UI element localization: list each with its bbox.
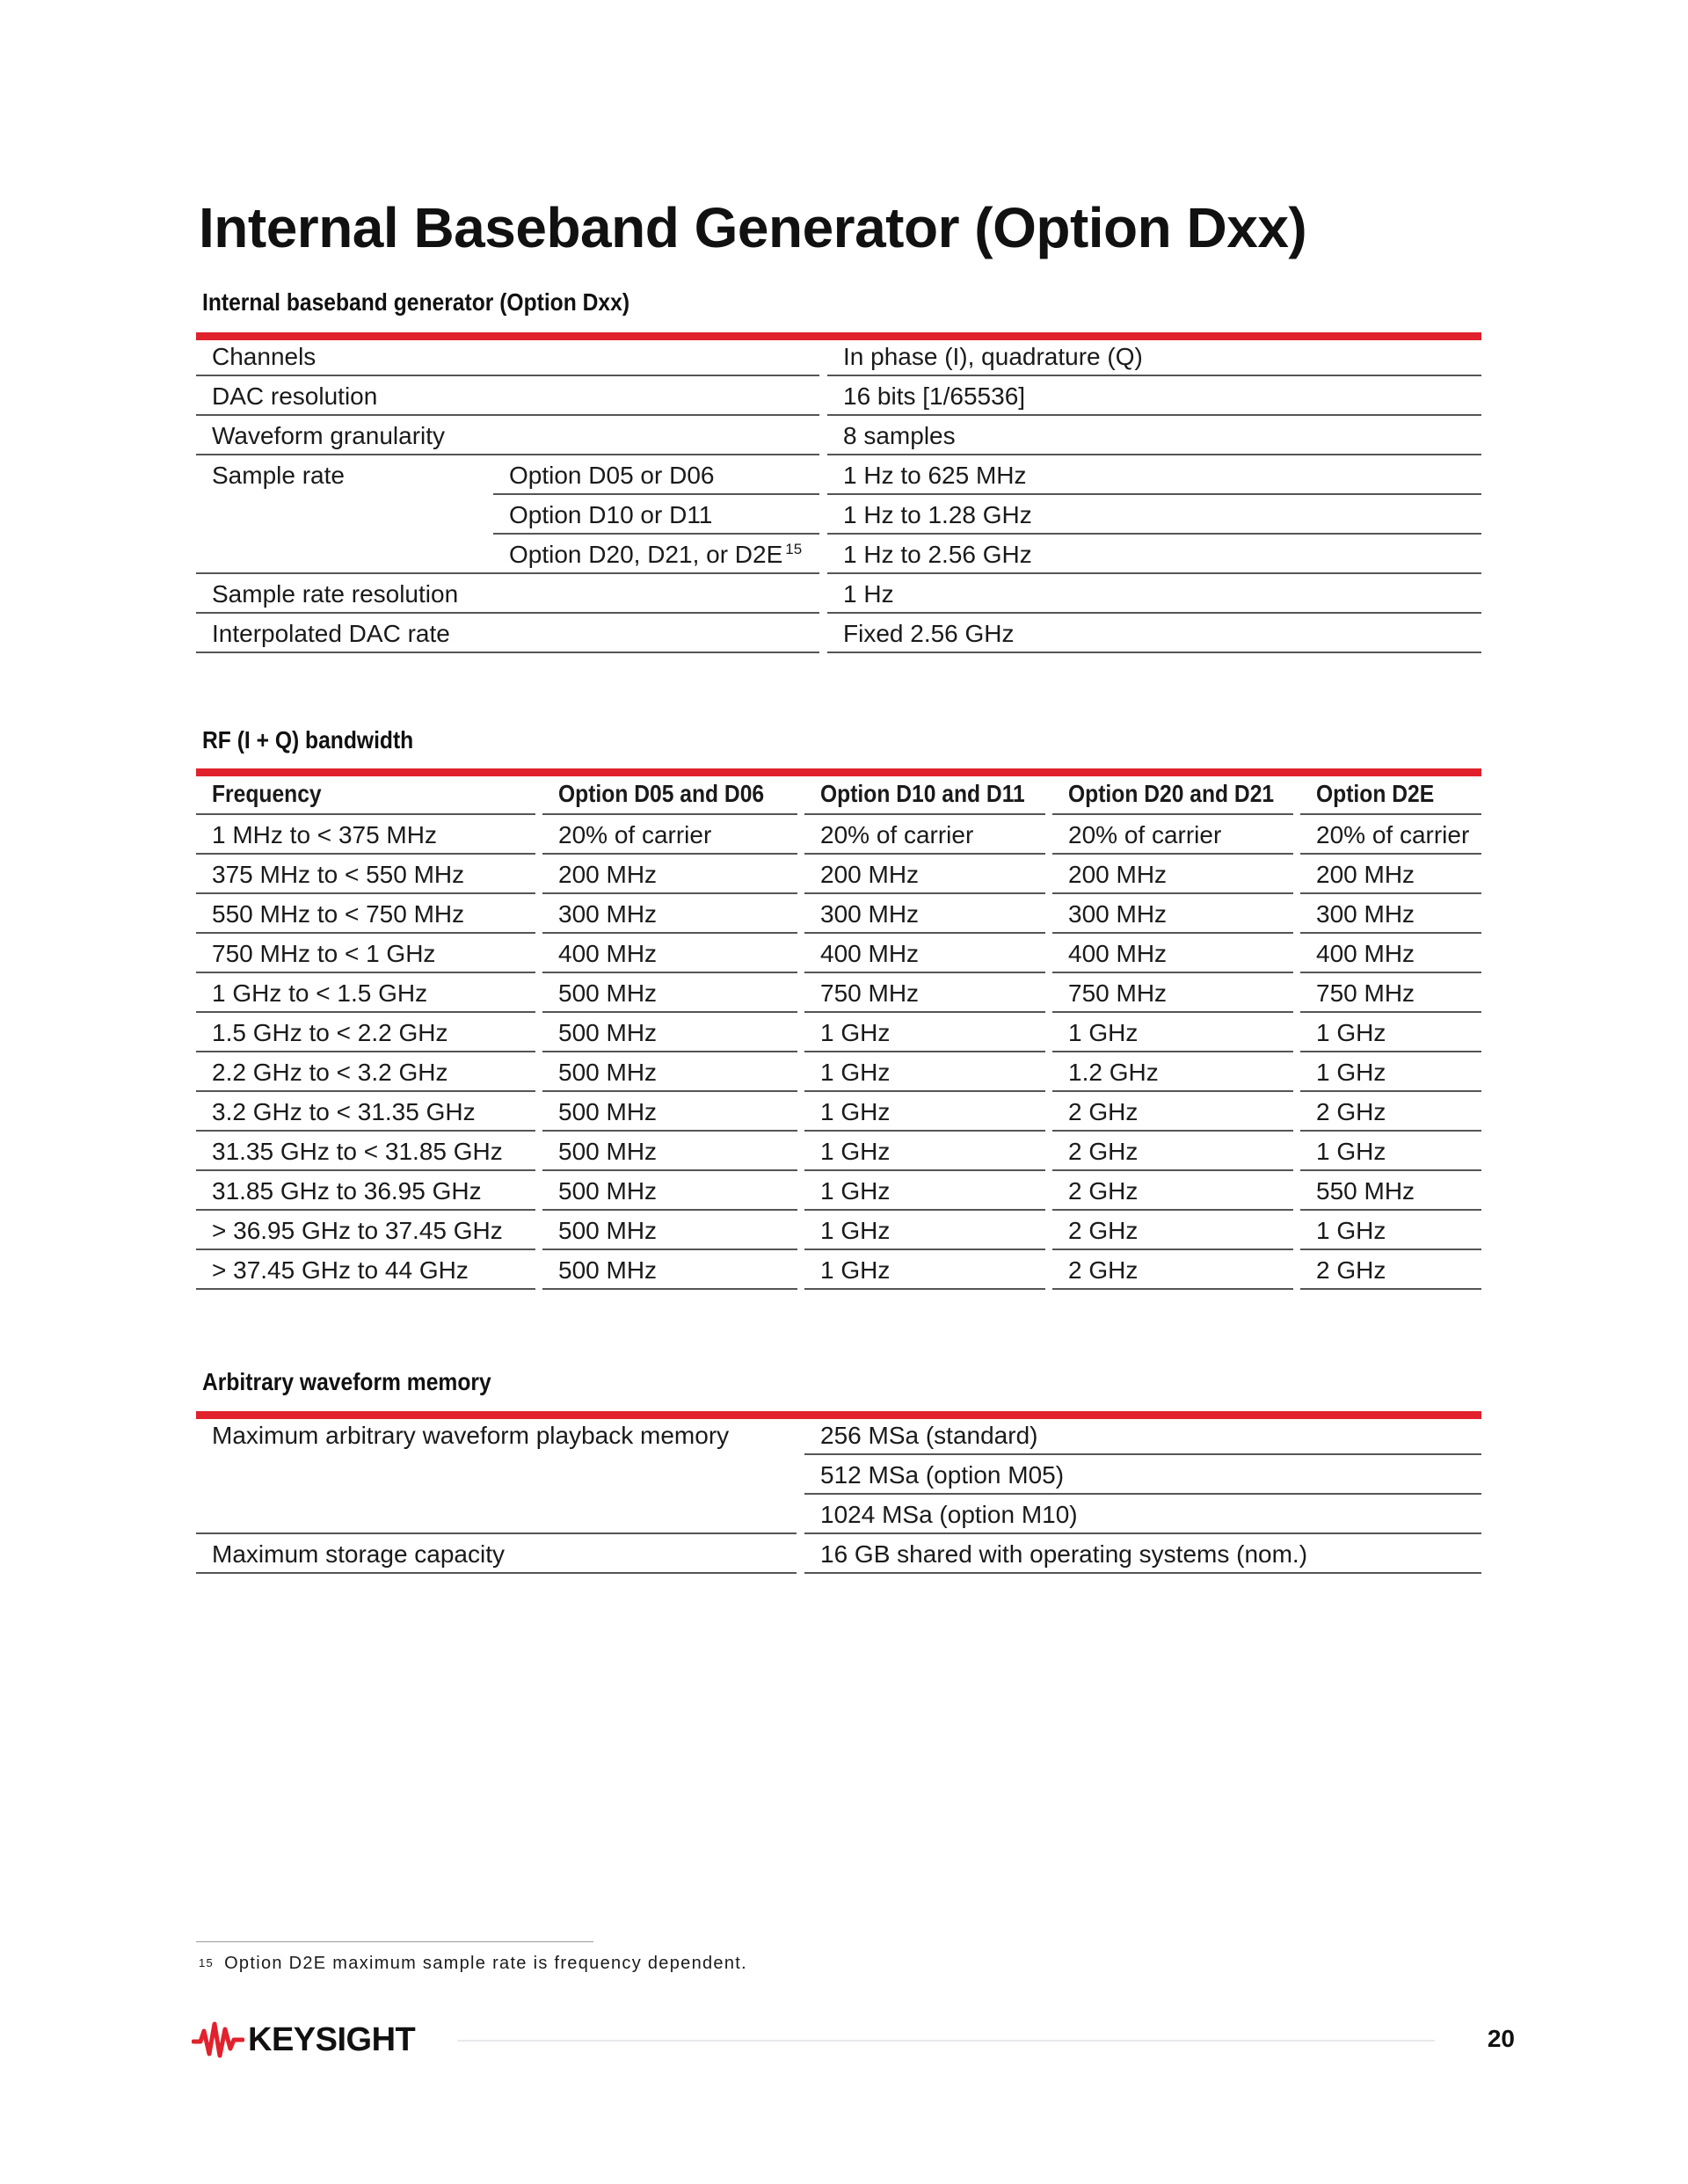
brand-name: KEYSIGHT: [248, 2020, 416, 2058]
bandwidth-cell: 20% of carrier: [542, 815, 797, 855]
frequency-cell: 1.5 GHz to < 2.2 GHz: [196, 1013, 535, 1052]
bandwidth-cell: 500 MHz: [542, 1092, 797, 1132]
bandwidth-cell: 750 MHz: [1300, 973, 1481, 1013]
spec-value: 16 bits [1/65536]: [827, 376, 1481, 416]
section-title-baseband: Internal baseband generator (Option Dxx): [202, 288, 630, 316]
keysight-logo: [192, 2019, 415, 2061]
spec-sublabel: Option D05 or D06: [493, 455, 819, 495]
spec-value: 1024 MSa (option M10): [804, 1495, 1481, 1534]
page-number: 20: [1487, 2025, 1515, 2052]
bandwidth-cell: 200 MHz: [542, 855, 797, 894]
bandwidth-cell: 400 MHz: [804, 934, 1045, 973]
column-header-label: Frequency: [212, 780, 322, 807]
spec-sublabel-with-footnote: [493, 535, 819, 574]
bandwidth-cell: 1 GHz: [804, 1132, 1045, 1171]
spec-value: 1 Hz to 1.28 GHz: [827, 495, 1481, 535]
bandwidth-cell: 1 GHz: [1300, 1211, 1481, 1250]
frequency-cell: > 37.45 GHz to 44 GHz: [196, 1250, 535, 1290]
column-header: [804, 773, 1045, 815]
spec-sublabel-text: Option D20, D21, or D2E: [509, 541, 783, 568]
bandwidth-cell: 2 GHz: [1052, 1092, 1293, 1132]
footnote: [199, 1954, 747, 1974]
spec-label: Channels: [196, 337, 819, 376]
bandwidth-cell: 400 MHz: [1300, 934, 1481, 973]
bandwidth-cell: 500 MHz: [542, 973, 797, 1013]
bandwidth-cell: 20% of carrier: [804, 815, 1045, 855]
bandwidth-cell: 1 GHz: [804, 1092, 1045, 1132]
bandwidth-cell: 750 MHz: [1052, 973, 1293, 1013]
bandwidth-cell: 2 GHz: [1052, 1132, 1293, 1171]
frequency-cell: 750 MHz to < 1 GHz: [196, 934, 535, 973]
spec-label: Maximum storage capacity: [196, 1534, 797, 1574]
page-title: Internal Baseband Generator (Option Dxx): [199, 196, 1307, 259]
spec-value: In phase (I), quadrature (Q): [827, 337, 1481, 376]
column-header-label: Option D10 and D11: [820, 780, 1025, 807]
column-header-label: Option D20 and D21: [1068, 780, 1275, 807]
footnote-ref: 15: [785, 541, 803, 557]
bandwidth-cell: 500 MHz: [542, 1250, 797, 1290]
bandwidth-cell: 500 MHz: [542, 1211, 797, 1250]
frequency-cell: 31.85 GHz to 36.95 GHz: [196, 1171, 535, 1211]
bandwidth-cell: 200 MHz: [1052, 855, 1293, 894]
spec-label: Sample rate resolution: [196, 574, 819, 614]
bandwidth-cell: 500 MHz: [542, 1132, 797, 1171]
frequency-cell: 550 MHz to < 750 MHz: [196, 894, 535, 934]
bandwidth-cell: 2 GHz: [1052, 1171, 1293, 1211]
keysight-wave-icon: [192, 2019, 244, 2061]
footnote-rule: [196, 1941, 593, 1942]
frequency-cell: 1 GHz to < 1.5 GHz: [196, 973, 535, 1013]
bandwidth-cell: 20% of carrier: [1300, 815, 1481, 855]
bandwidth-cell: 1 GHz: [1052, 1013, 1293, 1052]
spec-sublabel: Option D10 or D11: [493, 495, 819, 535]
footnote-number: 15: [199, 1956, 215, 1969]
bandwidth-cell: 2 GHz: [1300, 1092, 1481, 1132]
bandwidth-cell: 1 GHz: [804, 1211, 1045, 1250]
bandwidth-cell: 1 GHz: [804, 1171, 1045, 1211]
bandwidth-cell: 2 GHz: [1300, 1250, 1481, 1290]
spec-value: 1 Hz to 625 MHz: [827, 455, 1481, 495]
spec-value: 256 MSa (standard): [804, 1416, 1481, 1455]
footer-rule: [457, 2040, 1435, 2042]
column-header: [1300, 773, 1481, 815]
bandwidth-cell: 200 MHz: [1300, 855, 1481, 894]
bandwidth-cell: 500 MHz: [542, 1171, 797, 1211]
spec-value: Fixed 2.56 GHz: [827, 614, 1481, 653]
bandwidth-cell: 1.2 GHz: [1052, 1052, 1293, 1092]
bandwidth-cell: 1 GHz: [1300, 1013, 1481, 1052]
bandwidth-cell: 300 MHz: [542, 894, 797, 934]
frequency-cell: 2.2 GHz to < 3.2 GHz: [196, 1052, 535, 1092]
column-header: [542, 773, 797, 815]
spec-value: 1 Hz: [827, 574, 1481, 614]
bandwidth-cell: 300 MHz: [1052, 894, 1293, 934]
spec-value: 1 Hz to 2.56 GHz: [827, 535, 1481, 574]
bandwidth-cell: 1 GHz: [804, 1013, 1045, 1052]
frequency-cell: 31.35 GHz to < 31.85 GHz: [196, 1132, 535, 1171]
section-title-memory: Arbitrary waveform memory: [202, 1368, 491, 1395]
column-header-label: Option D05 and D06: [558, 780, 765, 807]
bandwidth-cell: 400 MHz: [542, 934, 797, 973]
bandwidth-cell: 1 GHz: [1300, 1052, 1481, 1092]
spec-label: Maximum arbitrary waveform playback memory: [196, 1416, 797, 1534]
bandwidth-cell: 300 MHz: [804, 894, 1045, 934]
spec-value: 512 MSa (option M05): [804, 1455, 1481, 1495]
spec-label: Interpolated DAC rate: [196, 614, 819, 653]
bandwidth-cell: 300 MHz: [1300, 894, 1481, 934]
column-header: [196, 773, 535, 815]
frequency-cell: > 36.95 GHz to 37.45 GHz: [196, 1211, 535, 1250]
bandwidth-cell: 500 MHz: [542, 1013, 797, 1052]
bandwidth-cell: 2 GHz: [1052, 1250, 1293, 1290]
bandwidth-cell: 550 MHz: [1300, 1171, 1481, 1211]
bandwidth-cell: 400 MHz: [1052, 934, 1293, 973]
column-header-label: Option D2E: [1316, 780, 1435, 807]
bandwidth-cell: 500 MHz: [542, 1052, 797, 1092]
section-title-bandwidth: RF (I + Q) bandwidth: [202, 726, 414, 753]
bandwidth-cell: 1 GHz: [1300, 1132, 1481, 1171]
bandwidth-cell: 1 GHz: [804, 1052, 1045, 1092]
frequency-cell: 1 MHz to < 375 MHz: [196, 815, 535, 855]
bandwidth-cell: 1 GHz: [804, 1250, 1045, 1290]
spec-value: 8 samples: [827, 416, 1481, 455]
bandwidth-cell: 750 MHz: [804, 973, 1045, 1013]
bandwidth-cell: 2 GHz: [1052, 1211, 1293, 1250]
spec-label: DAC resolution: [196, 376, 819, 416]
bandwidth-cell: 200 MHz: [804, 855, 1045, 894]
spec-label: Sample rate: [212, 462, 345, 489]
column-header: [1052, 773, 1293, 815]
spec-label: Waveform granularity: [196, 416, 819, 455]
frequency-cell: 3.2 GHz to < 31.35 GHz: [196, 1092, 535, 1132]
bandwidth-cell: 20% of carrier: [1052, 815, 1293, 855]
spec-value: 16 GB shared with operating systems (nom.): [804, 1534, 1481, 1574]
frequency-cell: 375 MHz to < 550 MHz: [196, 855, 535, 894]
footnote-text: Option D2E maximum sample rate is frequency dependent.: [224, 1954, 747, 1973]
